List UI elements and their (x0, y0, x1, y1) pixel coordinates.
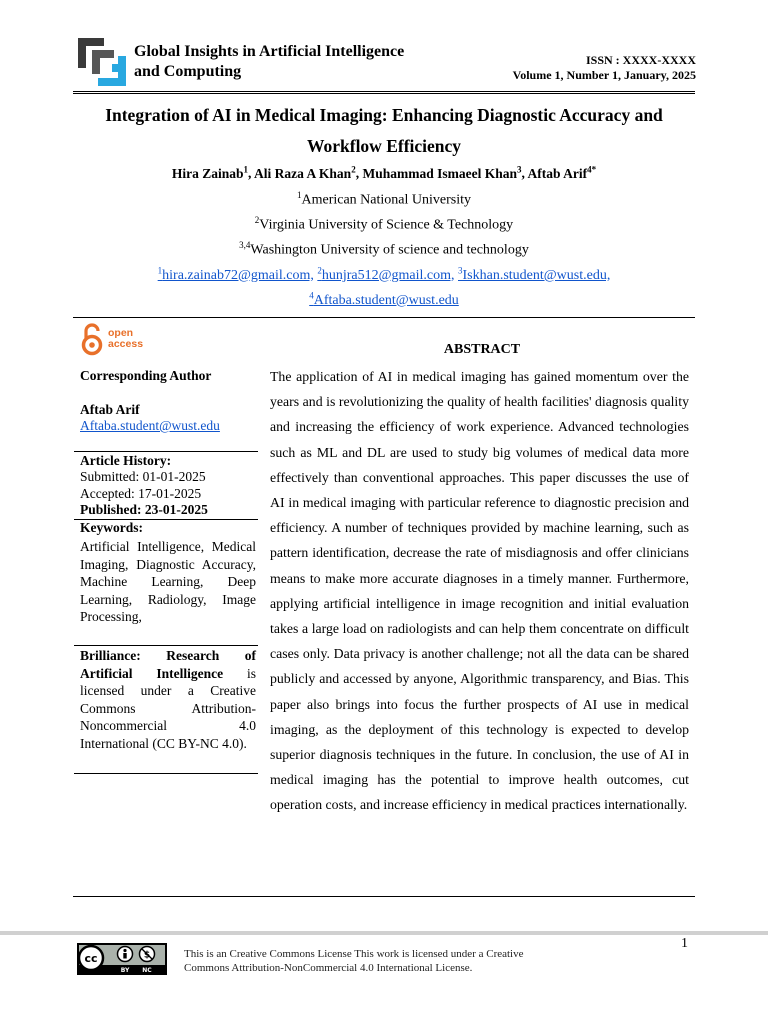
author: Muhammad Ismaeel Khan$^3$ (362, 164, 522, 181)
license-note: Brilliance: Research of Artificial Intelligence is licensed under a Creative Commons Attribution-Noncommercial 4.0 International (CC BY-NC 4.0). (80, 648, 256, 751)
sidebar-divider (74, 773, 258, 774)
affiliation: $^{3,4}$Washington University of science and technology (239, 240, 529, 258)
submitted-date: Submitted: 01-01-2025 (80, 469, 206, 484)
author: Ali Raza A Khan$^2$ (254, 164, 356, 181)
email-link[interactable]: $^1$hira.zainab72@gmail.com, (157, 265, 314, 283)
svg-text:cc: cc (84, 952, 98, 965)
paper-title: Integration of AI in Medical Imaging: Enhancing Diagnostic Accuracy and Workflow Efficiency (105, 105, 663, 156)
corresponding-author-heading: Corresponding Author (80, 368, 212, 383)
header-divider-2 (73, 93, 695, 94)
cc-nc-label: NC (142, 967, 152, 974)
footer-bar (0, 931, 768, 935)
author: Hira Zainab$^1$ (171, 164, 249, 181)
author-emails (73, 265, 695, 284)
svg-text:$: $ (143, 950, 151, 961)
abstract-body: The application of AI in medical imaging has gained momentum over the years and is revolutionizing the quality of health facilities' diagnosis quality and increasing the efficiency of work experience. Advanced technologies such as ML and DL are used to study big volumes of medical data more effectively than conventional approaches. This paper discusses the use of AI in medical imaging with particular reference to diagnostic precision and efficiency. A number of techniques provided by machine learning, such as pattern identification, decrease the rate of misdiagnosis and offer clinicians means to make more accurate diagnoses in a timely manner. Furthermore, applying artificial intelligence in image recognition and initial evaluation takes a large load on radiologists and can help them concentrate on difficult cases only. Data privacy is another challenge; not all the data can be shared publicly and accessed by anyone, Algorithmic transparency, and Bias. This paper also brings into focus the further prospects of AI use in medical imaging, as the deployment of this technology is expected to develop superior diagnosis techniques in the future. In conclusion, the use of AI in medical imaging has the potential to improve health outcomes, cut operation costs, and increase efficiency in medical practices internationally. (270, 369, 689, 813)
section-divider (73, 317, 695, 318)
journal-logo-icon (74, 34, 130, 90)
author-list: Hira Zainab$^1$, Ali Raza A Khan$^2$, Muhammad Ismaeel Khan$^3$, Aftab Arif$^{4*}$ (171, 164, 597, 181)
footer-license-text: This is an Creative Commons License This work is licensed under a Creative Commons Attribution-NonCommercial 4.0 International License. (184, 948, 524, 974)
cc-by-nc-badge-icon (77, 943, 167, 975)
keywords-list: Artificial Intelligence, Medical Imaging, Diagnostic Accuracy, Machine Learning, Deep Learning, Radiology, Image Processing, (80, 539, 256, 624)
email-link[interactable]: $^4$Aftaba.student@wust.edu (309, 290, 459, 308)
accepted-date: Accepted: 17-01-2025 (80, 486, 202, 501)
issn: ISSN : XXXX-XXXX (585, 53, 696, 67)
journal-title: Global Insights in Artificial Intelligence and Computing (134, 43, 405, 80)
affiliation: $^2$Virginia University of Science & Technology (254, 215, 514, 233)
sidebar-divider (74, 451, 258, 452)
corresponding-author-name: Aftab Arif (80, 402, 140, 417)
email-link[interactable]: $^3$Iskhan.student@wust.edu, (458, 265, 611, 283)
sidebar-divider (74, 645, 258, 646)
author: Aftab Arif$^{4*}$ (527, 164, 597, 181)
affiliation: $^1$American National University (296, 190, 471, 208)
header-divider (73, 91, 695, 92)
email-link[interactable]: $^2$hunjra512@gmail.com, (317, 265, 455, 283)
section-divider-bottom (73, 896, 695, 897)
keywords-heading: Keywords: (80, 520, 143, 535)
author-emails-2 (73, 290, 695, 309)
page-number: 1 (681, 936, 688, 951)
open-access-label: open access (108, 327, 144, 350)
corresponding-author-email[interactable]: Aftaba.student@wust.edu (80, 418, 220, 433)
volume-info: Volume 1, Number 1, January, 2025 (512, 68, 696, 82)
article-history-heading: Article History: (80, 453, 172, 468)
abstract-heading: ABSTRACT (443, 342, 521, 357)
cc-by-label: BY (120, 967, 130, 974)
published-date: Published: 23-01-2025 (80, 502, 208, 517)
issue-info (513, 53, 696, 83)
